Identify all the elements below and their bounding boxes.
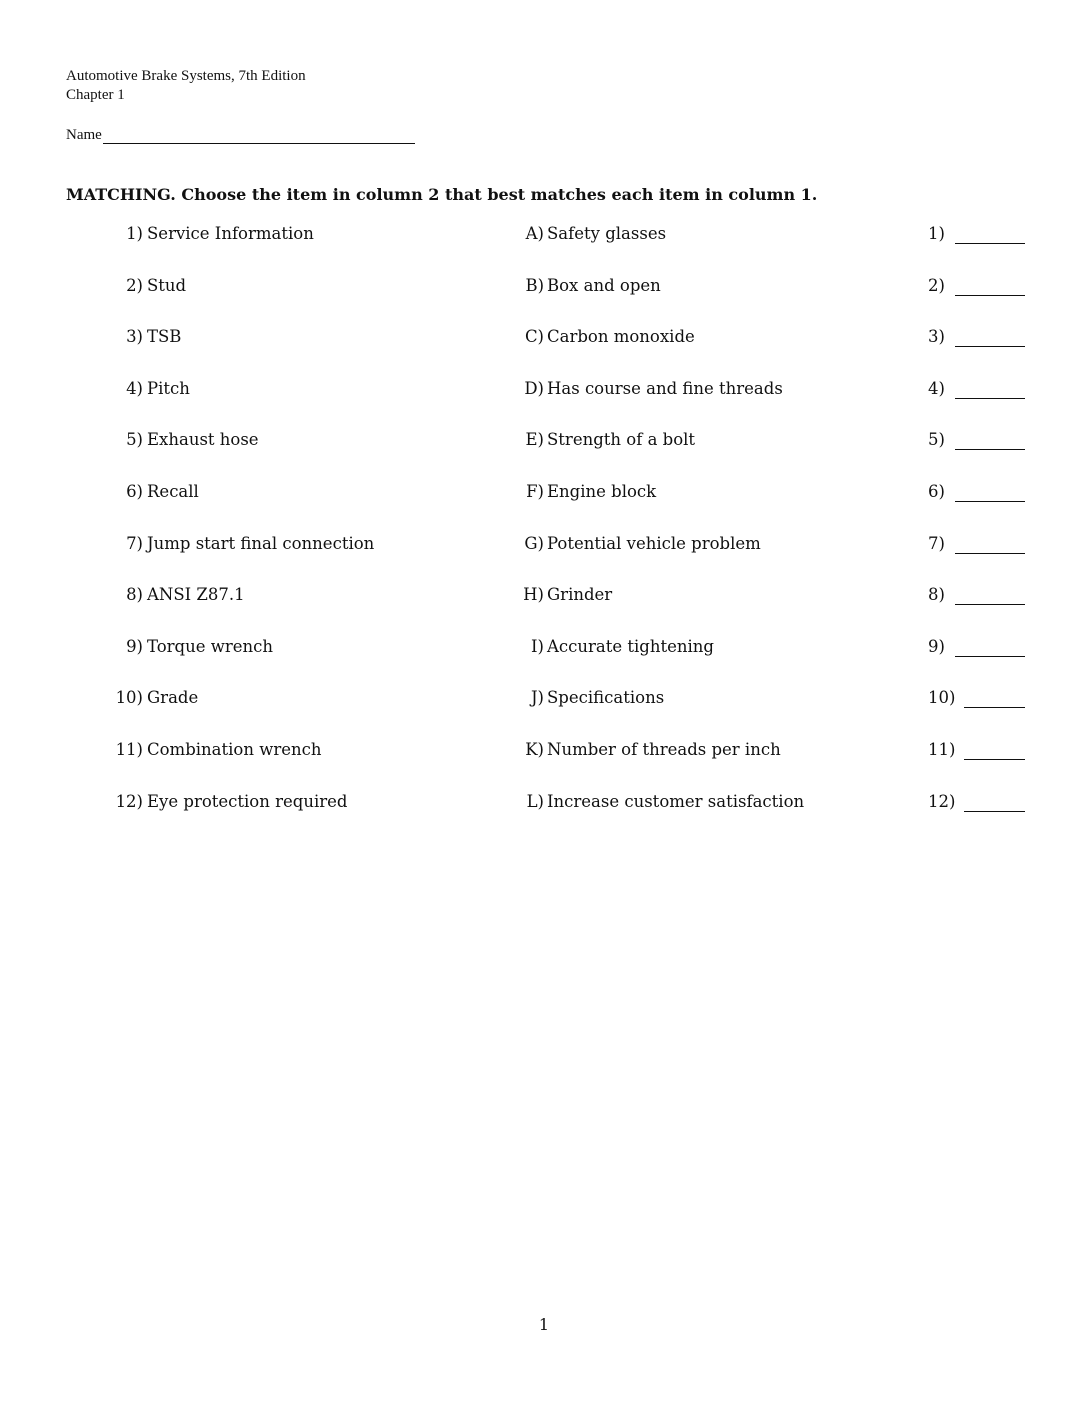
- option-text: Accurate tightening: [547, 637, 714, 656]
- option-letter: C): [524, 327, 544, 346]
- term-number: 5): [126, 430, 143, 449]
- option-text: Number of threads per inch: [547, 740, 781, 759]
- term-text: Eye protection required: [147, 792, 348, 811]
- option-letter: G): [524, 534, 544, 553]
- answer-number: 5): [928, 430, 945, 449]
- term-number: 2): [126, 276, 143, 295]
- option-letter: A): [525, 224, 544, 243]
- matching-row: [0, 585, 1088, 609]
- name-blank[interactable]: [103, 125, 415, 144]
- term-number: 9): [126, 637, 143, 656]
- option-text: Specifications: [547, 688, 665, 707]
- matching-row: [0, 379, 1088, 403]
- answer-number: 1): [928, 224, 945, 243]
- answer-blank[interactable]: [964, 759, 1025, 760]
- term-text: Recall: [147, 482, 199, 501]
- term-number: 11): [115, 740, 143, 759]
- term-text: Combination wrench: [147, 740, 322, 759]
- answer-blank[interactable]: [955, 553, 1025, 554]
- matching-row: [0, 276, 1088, 300]
- term-number: 4): [126, 379, 143, 398]
- term-number: 6): [126, 482, 143, 501]
- option-text: Increase customer satisfaction: [547, 792, 805, 811]
- option-letter: J): [530, 688, 544, 707]
- matching-row: [0, 224, 1088, 248]
- answer-blank[interactable]: [955, 656, 1025, 657]
- option-letter: H): [523, 585, 544, 604]
- term-text: Service Information: [147, 224, 314, 243]
- answer-blank[interactable]: [955, 346, 1025, 347]
- term-number: 7): [126, 534, 143, 553]
- answer-blank[interactable]: [955, 295, 1025, 296]
- term-text: TSB: [147, 327, 182, 346]
- matching-row: [0, 327, 1088, 351]
- matching-row: [0, 740, 1088, 764]
- matching-row: [0, 637, 1088, 661]
- answer-number: 7): [928, 534, 945, 553]
- answer-blank[interactable]: [964, 811, 1025, 812]
- answer-number: 2): [928, 276, 945, 295]
- option-letter: E): [525, 430, 544, 449]
- name-label: Name: [66, 127, 102, 143]
- matching-row: [0, 482, 1088, 506]
- option-text: Safety glasses: [547, 224, 667, 243]
- matching-row: [0, 688, 1088, 712]
- option-text: Box and open: [547, 276, 661, 295]
- book-title: Automotive Brake Systems, 7th Edition: [66, 68, 306, 84]
- answer-blank[interactable]: [955, 604, 1025, 605]
- term-text: ANSI Z87.1: [147, 585, 245, 604]
- option-text: Grinder: [547, 585, 613, 604]
- answer-number: 9): [928, 637, 945, 656]
- answer-blank[interactable]: [955, 501, 1025, 502]
- option-letter: L): [526, 792, 544, 811]
- term-text: Exhaust hose: [147, 430, 259, 449]
- matching-instructions: MATCHING. Choose the item in column 2 that best matches each item in column 1.: [66, 185, 818, 204]
- option-letter: F): [526, 482, 544, 501]
- term-text: Jump start final connection: [147, 534, 375, 553]
- answer-number: 8): [928, 585, 945, 604]
- option-text: Strength of a bolt: [547, 430, 696, 449]
- answer-number: 10): [928, 688, 956, 707]
- document-header: [66, 67, 306, 105]
- term-number: 12): [115, 792, 143, 811]
- chapter-label: Chapter 1: [66, 87, 125, 103]
- option-text: Has course and fine threads: [547, 379, 783, 398]
- page-number: 1: [538, 1315, 550, 1334]
- option-text: Carbon monoxide: [547, 327, 695, 346]
- term-text: Stud: [147, 276, 187, 295]
- option-letter: I): [531, 637, 544, 656]
- answer-blank[interactable]: [955, 243, 1025, 244]
- term-number: 1): [126, 224, 143, 243]
- term-number: 3): [126, 327, 143, 346]
- answer-number: 3): [928, 327, 945, 346]
- option-letter: D): [524, 379, 544, 398]
- matching-row: [0, 792, 1088, 816]
- answer-number: 6): [928, 482, 945, 501]
- answer-number: 12): [928, 792, 956, 811]
- option-text: Engine block: [547, 482, 657, 501]
- answer-number: 11): [928, 740, 956, 759]
- option-letter: K): [525, 740, 544, 759]
- name-field-row: [66, 125, 415, 144]
- answer-number: 4): [928, 379, 945, 398]
- term-number: 8): [126, 585, 143, 604]
- term-text: Torque wrench: [147, 637, 274, 656]
- answer-blank[interactable]: [955, 398, 1025, 399]
- term-text: Pitch: [147, 379, 190, 398]
- answer-blank[interactable]: [955, 449, 1025, 450]
- option-text: Potential vehicle problem: [547, 534, 761, 553]
- answer-blank[interactable]: [964, 707, 1025, 708]
- option-letter: B): [525, 276, 544, 295]
- term-number: 10): [115, 688, 143, 707]
- matching-row: [0, 430, 1088, 454]
- matching-row: [0, 534, 1088, 558]
- term-text: Grade: [147, 688, 199, 707]
